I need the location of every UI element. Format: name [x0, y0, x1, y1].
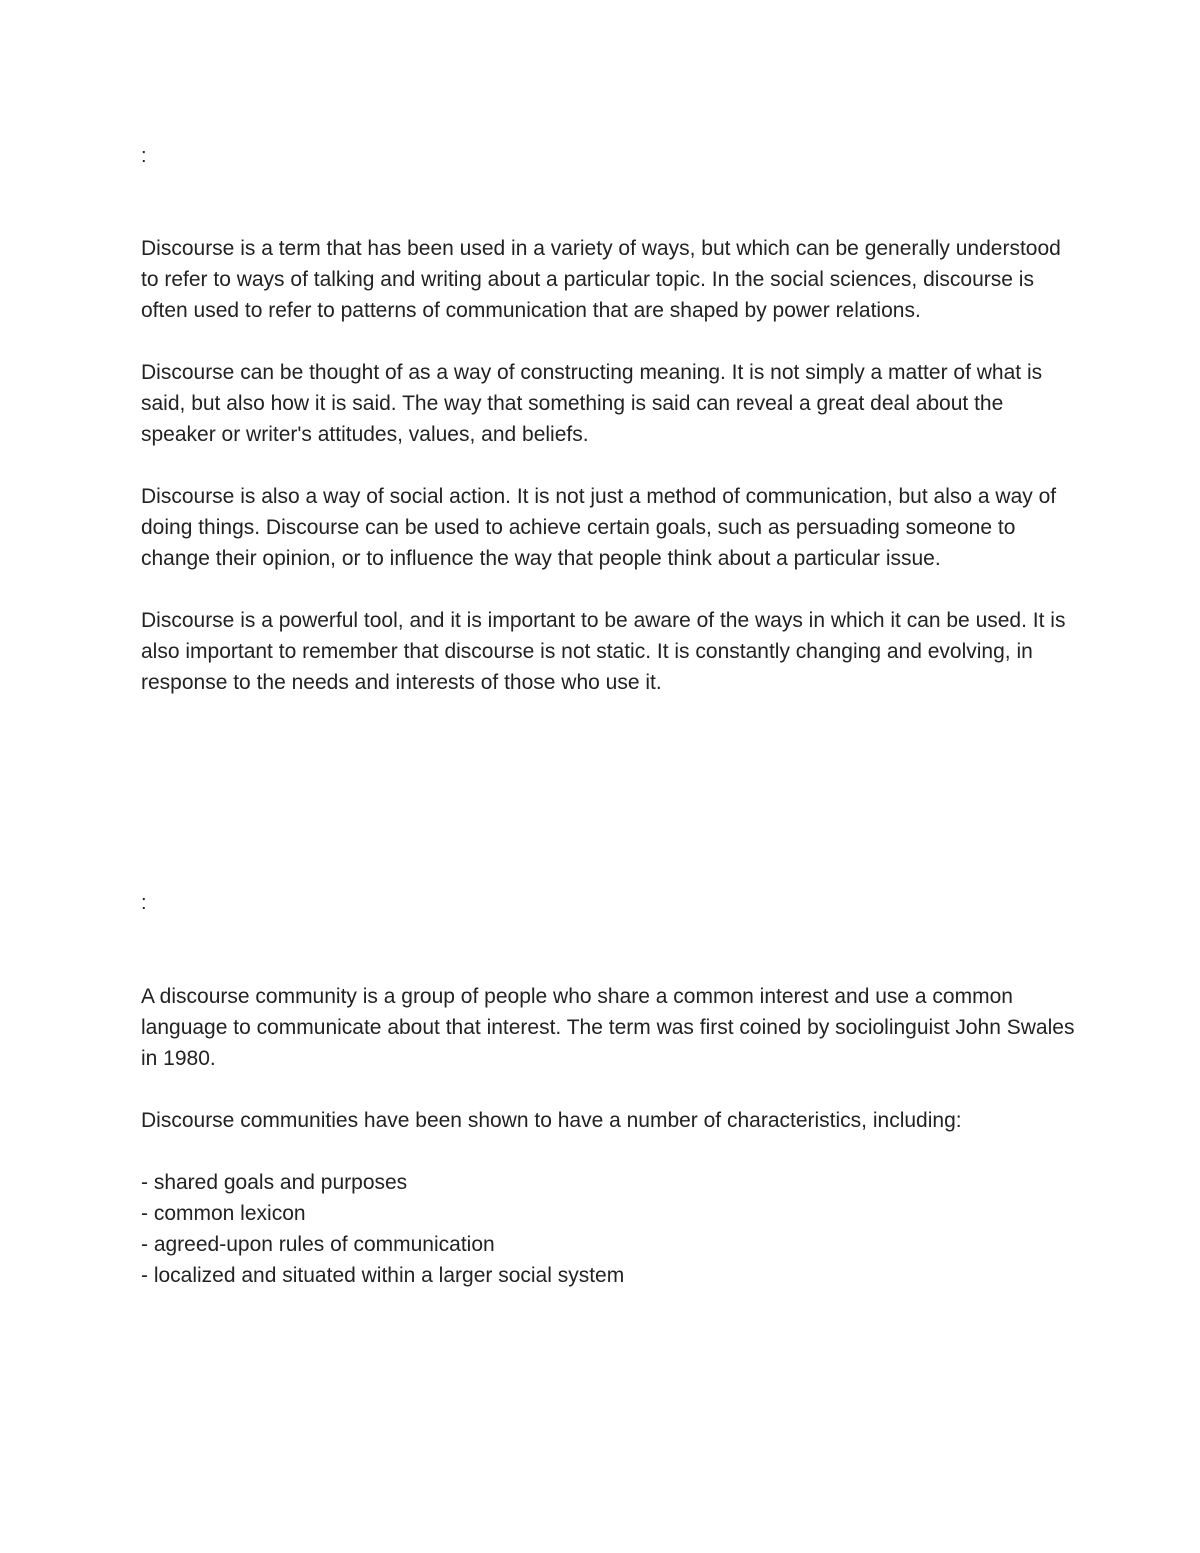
section-1-body [141, 233, 1081, 698]
section-2-paragraph-2: Discourse communities have been shown to have a number of characteristics, including: [141, 1109, 962, 1132]
list-item: - agreed-upon rules of communication [141, 1233, 495, 1256]
list-item: - common lexicon [141, 1202, 306, 1225]
section-2-paragraph-1: A discourse community is a group of people who share a common interest and use a common language to communicate about that interest. The term was first coined by sociolinguist John Swales in 1980. [141, 985, 1075, 1070]
section-1-paragraph-2: Discourse can be thought of as a way of constructing meaning. It is not simply a matter of what is said, but also how it is said. The way that something is said can reveal a great deal about the speaker or writer's attitudes, values, and beliefs. [141, 361, 1043, 446]
section-1-marker: : [141, 145, 147, 167]
list-item: - shared goals and purposes [141, 1171, 408, 1194]
list-item: - localized and situated within a larger social system [141, 1264, 625, 1287]
section-1-paragraph-1: Discourse is a term that has been used in a variety of ways, but which can be generally understood to refer to ways of talking and writing about a particular topic. In the social sciences, discourse is often used to refer to patterns of communication that are shaped by power relations. [141, 237, 1061, 322]
section-1-paragraph-4: Discourse is a powerful tool, and it is important to be aware of the ways in which it can be used. It is also important to remember that discourse is not static. It is constantly changing and evolving, in response to the needs and interests of those who use it. [141, 609, 1066, 694]
section-2-marker: : [141, 892, 147, 914]
characteristics-list [141, 1167, 1081, 1291]
section-2-body [141, 981, 1081, 1291]
section-1-paragraph-3: Discourse is also a way of social action. It is not just a method of communication, but also a way of doing things. Discourse can be used to achieve certain goals, such as persuading someone to change their opinion, or to influence the way that people think about a particular issue. [141, 485, 1057, 570]
